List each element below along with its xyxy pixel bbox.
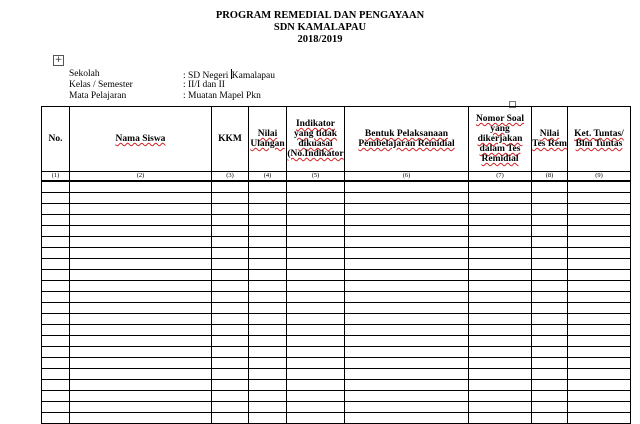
table-cell[interactable] — [249, 204, 287, 215]
table-cell[interactable] — [42, 314, 70, 325]
table-cell[interactable] — [42, 413, 70, 424]
table-cell[interactable] — [287, 369, 345, 380]
table-cell[interactable] — [287, 215, 345, 226]
table-cell[interactable] — [212, 281, 249, 292]
table-cell[interactable] — [42, 281, 70, 292]
table-cell[interactable] — [249, 248, 287, 259]
table-cell[interactable] — [469, 391, 532, 402]
header-no: No. — [42, 107, 70, 172]
table-cell[interactable] — [287, 303, 345, 314]
text-cursor — [231, 69, 232, 79]
table-cell[interactable] — [70, 314, 212, 325]
table-cell[interactable] — [70, 325, 212, 336]
table-cell[interactable] — [212, 303, 249, 314]
header-nilai-ulangan: Nilai Ulangan — [249, 107, 287, 172]
table-cell[interactable] — [287, 259, 345, 270]
table-cell[interactable] — [568, 358, 631, 369]
table-cell[interactable] — [249, 413, 287, 424]
column-number: (7) — [469, 172, 532, 182]
info-value: : Muatan Mapel Pkn — [183, 91, 261, 101]
table-cell[interactable] — [469, 193, 532, 204]
table-cell[interactable] — [345, 237, 469, 248]
table-row — [42, 226, 631, 237]
table-cell[interactable] — [249, 380, 287, 391]
table-cell[interactable] — [568, 226, 631, 237]
table-cell[interactable] — [532, 391, 568, 402]
table-cell[interactable] — [70, 358, 212, 369]
table-cell[interactable] — [469, 204, 532, 215]
table-cell[interactable] — [568, 248, 631, 259]
table-cell[interactable] — [287, 358, 345, 369]
table-cell[interactable] — [532, 314, 568, 325]
table-cell[interactable] — [469, 292, 532, 303]
table-cell[interactable] — [469, 347, 532, 358]
table-cell[interactable] — [249, 259, 287, 270]
table-cell[interactable] — [42, 303, 70, 314]
table-cell[interactable] — [287, 181, 345, 193]
table-cell[interactable] — [568, 237, 631, 248]
table-cell[interactable] — [287, 336, 345, 347]
table-cell[interactable] — [42, 181, 70, 193]
table-row — [42, 248, 631, 259]
table-cell[interactable] — [568, 193, 631, 204]
table-row — [42, 336, 631, 347]
table-cell[interactable] — [532, 259, 568, 270]
table-cell[interactable] — [212, 292, 249, 303]
table-row — [42, 314, 631, 325]
header-keterangan: Ket. Tuntas/ Blm Tuntas — [568, 107, 631, 172]
table-cell[interactable] — [532, 270, 568, 281]
table-cell[interactable] — [287, 325, 345, 336]
table-cell[interactable] — [532, 292, 568, 303]
table-row — [42, 181, 631, 193]
table-cell[interactable] — [70, 215, 212, 226]
table-cell[interactable] — [287, 248, 345, 259]
info-label: Sekolah — [69, 69, 100, 79]
table-cell[interactable] — [70, 303, 212, 314]
table-cell[interactable] — [287, 193, 345, 204]
header-nomor-soal: Nomor Soal yang dikerjakan dalam Tes Remidial — [469, 107, 532, 172]
column-number: (5) — [287, 172, 345, 182]
table-cell[interactable] — [70, 193, 212, 204]
table-row — [42, 325, 631, 336]
column-number: (3) — [212, 172, 249, 182]
table-cell[interactable] — [568, 380, 631, 391]
table-row — [42, 270, 631, 281]
table-cell[interactable] — [532, 193, 568, 204]
table-cell[interactable] — [212, 270, 249, 281]
table-cell[interactable] — [469, 325, 532, 336]
table-cell[interactable] — [70, 292, 212, 303]
table-cell[interactable] — [212, 358, 249, 369]
table-cell[interactable] — [532, 380, 568, 391]
table-cell[interactable] — [287, 281, 345, 292]
table-cell[interactable] — [42, 226, 70, 237]
table-cell[interactable] — [212, 347, 249, 358]
info-label: Mata Pelajaran — [69, 91, 127, 101]
table-row — [42, 402, 631, 413]
table-cell[interactable] — [287, 226, 345, 237]
table-cell[interactable] — [249, 325, 287, 336]
table-cell[interactable] — [568, 413, 631, 424]
table-cell[interactable] — [469, 303, 532, 314]
table-cell[interactable] — [532, 215, 568, 226]
table-cell[interactable] — [345, 314, 469, 325]
table-cell[interactable] — [345, 193, 469, 204]
table-cell[interactable] — [532, 226, 568, 237]
table-cell[interactable] — [532, 347, 568, 358]
table-cell[interactable] — [532, 181, 568, 193]
table-cell[interactable] — [532, 303, 568, 314]
table-cell[interactable] — [212, 336, 249, 347]
table-cell[interactable] — [212, 204, 249, 215]
table-cell[interactable] — [532, 281, 568, 292]
table-cell[interactable] — [287, 237, 345, 248]
table-row — [42, 380, 631, 391]
table-cell[interactable] — [345, 248, 469, 259]
table-cell[interactable] — [249, 314, 287, 325]
column-number: (1) — [42, 172, 70, 182]
table-cell[interactable] — [70, 237, 212, 248]
table-cell[interactable] — [287, 413, 345, 424]
table-cell[interactable] — [212, 413, 249, 424]
table-cell[interactable] — [42, 336, 70, 347]
table-row — [42, 358, 631, 369]
table-cell[interactable] — [70, 347, 212, 358]
table-row — [42, 193, 631, 204]
table-cell[interactable] — [532, 402, 568, 413]
table-cell[interactable] — [469, 226, 532, 237]
table-cell[interactable] — [568, 347, 631, 358]
table-cell[interactable] — [42, 215, 70, 226]
header-nilai-tes-rem: Nilai Tes Rem — [532, 107, 568, 172]
column-number: (9) — [568, 172, 631, 182]
table-cell[interactable] — [345, 181, 469, 193]
table-cell[interactable] — [345, 336, 469, 347]
table-cell[interactable] — [469, 215, 532, 226]
column-number-row — [42, 172, 631, 182]
table-cell[interactable] — [568, 181, 631, 193]
table-cell[interactable] — [469, 259, 532, 270]
table-row — [42, 369, 631, 380]
table-cell[interactable] — [42, 380, 70, 391]
table-cell[interactable] — [568, 369, 631, 380]
table-cell[interactable] — [249, 402, 287, 413]
table-cell[interactable] — [469, 380, 532, 391]
table-cell[interactable] — [345, 270, 469, 281]
table-cell[interactable] — [345, 226, 469, 237]
table-cell[interactable] — [287, 347, 345, 358]
table-cell[interactable] — [212, 325, 249, 336]
header-row — [42, 107, 631, 172]
table-cell[interactable] — [568, 270, 631, 281]
table-cell[interactable] — [568, 259, 631, 270]
header-indikator: Indikator yang tidak dikuasai (No.Indikator — [287, 107, 345, 172]
table-cell[interactable] — [212, 380, 249, 391]
table-cell[interactable] — [42, 259, 70, 270]
table-cell[interactable] — [249, 292, 287, 303]
table-cell[interactable] — [469, 248, 532, 259]
table-cell[interactable] — [249, 369, 287, 380]
table-cell[interactable] — [532, 358, 568, 369]
table-cell[interactable] — [212, 237, 249, 248]
table-cell[interactable] — [212, 215, 249, 226]
table-cell[interactable] — [345, 259, 469, 270]
remedial-table — [41, 106, 631, 424]
table-row — [42, 215, 631, 226]
table-cell[interactable] — [568, 391, 631, 402]
table-row — [42, 413, 631, 424]
table-cell[interactable] — [212, 193, 249, 204]
table-cell[interactable] — [469, 336, 532, 347]
table-cell[interactable] — [249, 215, 287, 226]
table-cell[interactable] — [345, 369, 469, 380]
table-cell[interactable] — [249, 237, 287, 248]
table-row — [42, 281, 631, 292]
table-cell[interactable] — [345, 303, 469, 314]
table-cell[interactable] — [532, 336, 568, 347]
table-cell[interactable] — [345, 347, 469, 358]
table-cell[interactable] — [42, 369, 70, 380]
table-cell[interactable] — [70, 204, 212, 215]
table-cell[interactable] — [42, 193, 70, 204]
header-kkm: KKM — [212, 107, 249, 172]
table-cell[interactable] — [532, 413, 568, 424]
table-row — [42, 292, 631, 303]
header-nama-siswa: Nama Siswa — [70, 107, 212, 172]
table-cell[interactable] — [42, 358, 70, 369]
document-title-line-2: SDN KAMALAPAU — [273, 22, 367, 33]
table-cell[interactable] — [568, 336, 631, 347]
info-label: Kelas / Semester — [69, 80, 133, 90]
table-cell[interactable] — [532, 369, 568, 380]
table-cell[interactable] — [345, 281, 469, 292]
table-cell[interactable] — [345, 215, 469, 226]
table-cell[interactable] — [469, 314, 532, 325]
table-cell[interactable] — [42, 248, 70, 259]
table-cell[interactable] — [287, 314, 345, 325]
table-cell[interactable] — [469, 358, 532, 369]
table-cell[interactable] — [287, 270, 345, 281]
table-cell[interactable] — [70, 402, 212, 413]
table-cell[interactable] — [345, 204, 469, 215]
table-cell[interactable] — [212, 369, 249, 380]
header-bentuk-pelaksanaan: Bentuk Pelaksanaan Pembelajaran Remidial — [345, 107, 469, 172]
table-cell[interactable] — [212, 226, 249, 237]
table-cell[interactable] — [212, 181, 249, 193]
table-cell[interactable] — [70, 248, 212, 259]
document-title-line-3: 2018/2019 — [297, 34, 343, 45]
table-cell[interactable] — [568, 204, 631, 215]
table-cell[interactable] — [345, 292, 469, 303]
table-cell[interactable] — [42, 204, 70, 215]
table-cell[interactable] — [70, 270, 212, 281]
table-cell[interactable] — [345, 358, 469, 369]
table-cell[interactable] — [212, 259, 249, 270]
table-cell[interactable] — [42, 292, 70, 303]
table-cell[interactable] — [345, 391, 469, 402]
table-cell[interactable] — [249, 336, 287, 347]
table-cell[interactable] — [42, 325, 70, 336]
table-cell[interactable] — [532, 325, 568, 336]
column-number: (4) — [249, 172, 287, 182]
table-cell[interactable] — [70, 281, 212, 292]
table-cell[interactable] — [42, 402, 70, 413]
table-cell[interactable] — [532, 204, 568, 215]
table-cell[interactable] — [70, 369, 212, 380]
column-number: (2) — [70, 172, 212, 182]
table-row — [42, 204, 631, 215]
column-number: (6) — [345, 172, 469, 182]
table-cell[interactable] — [568, 292, 631, 303]
table-cell[interactable] — [469, 413, 532, 424]
table-cell[interactable] — [469, 369, 532, 380]
table-cell[interactable] — [42, 391, 70, 402]
table-cell[interactable] — [568, 325, 631, 336]
table-cell[interactable] — [345, 380, 469, 391]
table-cell[interactable] — [568, 314, 631, 325]
table-cell[interactable] — [70, 413, 212, 424]
table-cell[interactable] — [70, 226, 212, 237]
table-cell[interactable] — [70, 391, 212, 402]
column-number: (8) — [532, 172, 568, 182]
table-cell[interactable] — [469, 270, 532, 281]
table-cell[interactable] — [532, 237, 568, 248]
table-cell[interactable] — [249, 270, 287, 281]
table-cell[interactable] — [345, 413, 469, 424]
table-cell[interactable] — [469, 402, 532, 413]
info-value: : SD Negeri Kamalapau — [183, 71, 276, 81]
table-move-handle-icon[interactable]: + — [54, 55, 63, 65]
table-cell[interactable] — [469, 281, 532, 292]
table-cell[interactable] — [212, 391, 249, 402]
table-cell[interactable] — [287, 380, 345, 391]
table-cell[interactable] — [249, 303, 287, 314]
table-row — [42, 259, 631, 270]
table-cell[interactable] — [70, 380, 212, 391]
table-cell[interactable] — [287, 402, 345, 413]
table-cell[interactable] — [469, 181, 532, 193]
table-row — [42, 347, 631, 358]
table-cell[interactable] — [249, 193, 287, 204]
table-cell[interactable] — [345, 325, 469, 336]
table-cell[interactable] — [345, 402, 469, 413]
table-cell[interactable] — [42, 237, 70, 248]
table-cell[interactable] — [568, 281, 631, 292]
table-cell[interactable] — [70, 181, 212, 193]
table-cell[interactable] — [70, 336, 212, 347]
table-cell[interactable] — [287, 391, 345, 402]
table-cell[interactable] — [249, 347, 287, 358]
table-cell[interactable] — [469, 237, 532, 248]
table-cell[interactable] — [532, 248, 568, 259]
table-row — [42, 303, 631, 314]
table-cell[interactable] — [249, 226, 287, 237]
table-cell[interactable] — [42, 270, 70, 281]
table-cell[interactable] — [249, 358, 287, 369]
document-title-line-1: PROGRAM REMEDIAL DAN PENGAYAAN — [215, 10, 425, 21]
table-cell[interactable] — [568, 402, 631, 413]
table-cell[interactable] — [42, 347, 70, 358]
table-cell[interactable] — [212, 314, 249, 325]
table-cell[interactable] — [249, 391, 287, 402]
table-row — [42, 237, 631, 248]
table-cell[interactable] — [70, 259, 212, 270]
table-cell[interactable] — [568, 215, 631, 226]
table-cell[interactable] — [249, 281, 287, 292]
table-cell[interactable] — [287, 292, 345, 303]
info-value: : II/I dan II — [183, 80, 225, 90]
table-cell[interactable] — [568, 303, 631, 314]
table-cell[interactable] — [212, 248, 249, 259]
table-cell[interactable] — [249, 181, 287, 193]
table-cell[interactable] — [287, 204, 345, 215]
table-cell[interactable] — [212, 402, 249, 413]
table-row — [42, 391, 631, 402]
